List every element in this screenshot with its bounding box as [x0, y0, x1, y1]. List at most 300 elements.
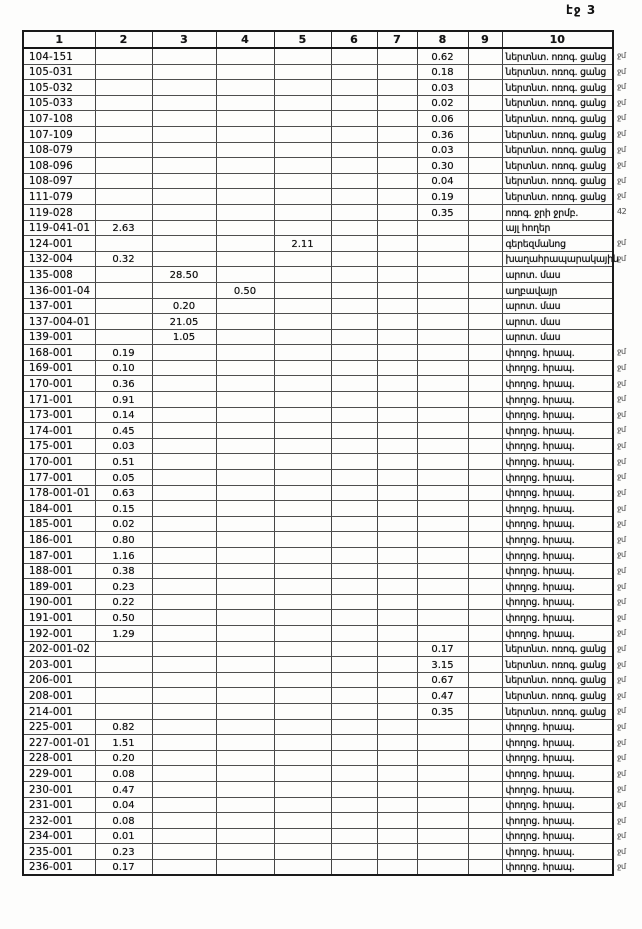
value-cell — [152, 485, 216, 501]
margin-mark: ջմ — [617, 456, 626, 466]
value-cell — [216, 516, 274, 532]
value-cell — [274, 548, 331, 564]
value-cell — [468, 485, 502, 501]
value-cell — [468, 470, 502, 486]
value-cell — [377, 625, 417, 641]
value-cell — [377, 298, 417, 314]
value-cell — [216, 48, 274, 64]
value-cell — [152, 345, 216, 361]
land-use-cell: ներտնտ. ոռոգ. ցանց — [502, 703, 613, 719]
parcel-id-cell: 184-001 — [23, 501, 95, 517]
value-cell — [417, 859, 468, 875]
value-cell — [468, 844, 502, 860]
value-cell — [274, 111, 331, 127]
column-header: 6 — [331, 31, 377, 48]
value-cell — [377, 360, 417, 376]
margin-mark: ջմ — [617, 441, 626, 451]
value-cell — [468, 407, 502, 423]
value-cell — [468, 189, 502, 205]
value-cell — [331, 95, 377, 111]
column-header: 7 — [377, 31, 417, 48]
value-cell — [274, 48, 331, 64]
value-cell — [331, 501, 377, 517]
margin-mark: ջմ — [617, 191, 626, 201]
value-cell — [377, 454, 417, 470]
value-cell — [377, 282, 417, 298]
table-row — [23, 719, 613, 735]
value-cell — [468, 236, 502, 252]
value-cell — [274, 298, 331, 314]
value-cell — [331, 189, 377, 205]
value-cell — [152, 594, 216, 610]
value-cell: 0.03 — [95, 438, 152, 454]
value-cell — [152, 797, 216, 813]
value-cell — [468, 392, 502, 408]
value-cell — [377, 828, 417, 844]
value-cell — [152, 735, 216, 751]
value-cell — [216, 376, 274, 392]
land-use-cell: փողոց. հրապ. — [502, 345, 613, 361]
parcel-id-cell: 108-079 — [23, 142, 95, 158]
land-use-cell: փողոց. հրապ. — [502, 859, 613, 875]
value-cell — [377, 251, 417, 267]
value-cell — [152, 126, 216, 142]
value-cell — [331, 641, 377, 657]
parcel-id-cell: 104-151 — [23, 48, 95, 64]
value-cell — [468, 579, 502, 595]
value-cell — [377, 485, 417, 501]
value-cell — [468, 750, 502, 766]
value-cell: 0.17 — [417, 641, 468, 657]
parcel-id-cell: 136-001-04 — [23, 282, 95, 298]
value-cell — [152, 111, 216, 127]
table-row — [23, 314, 613, 330]
value-cell — [216, 828, 274, 844]
column-header: 10 — [502, 31, 613, 48]
value-cell — [331, 142, 377, 158]
value-cell — [95, 657, 152, 673]
table-row — [23, 641, 613, 657]
parcel-id-cell: 139-001 — [23, 329, 95, 345]
value-cell — [274, 813, 331, 829]
value-cell — [274, 532, 331, 548]
value-cell: 0.23 — [95, 579, 152, 595]
value-cell — [331, 111, 377, 127]
value-cell — [216, 454, 274, 470]
value-cell — [417, 813, 468, 829]
value-cell — [331, 735, 377, 751]
land-use-cell: փողոց. հրապ. — [502, 719, 613, 735]
parcel-id-cell: 203-001 — [23, 657, 95, 673]
value-cell — [274, 828, 331, 844]
value-cell: 0.22 — [95, 594, 152, 610]
value-cell — [468, 672, 502, 688]
value-cell: 0.20 — [152, 298, 216, 314]
table-row — [23, 485, 613, 501]
parcel-id-cell: 186-001 — [23, 532, 95, 548]
land-use-cell: արոտ. մաս — [502, 267, 613, 283]
value-cell — [274, 64, 331, 80]
value-cell: 0.67 — [417, 672, 468, 688]
value-cell — [331, 532, 377, 548]
margin-mark: ջմ — [617, 831, 626, 841]
value-cell — [417, 516, 468, 532]
land-use-cell: արոտ. մաս — [502, 329, 613, 345]
table-row — [23, 548, 613, 564]
value-cell: 0.19 — [417, 189, 468, 205]
column-header: 9 — [468, 31, 502, 48]
value-cell — [274, 688, 331, 704]
value-cell — [417, 298, 468, 314]
value-cell — [274, 251, 331, 267]
value-cell — [417, 766, 468, 782]
parcel-id-cell: 230-001 — [23, 781, 95, 797]
value-cell — [468, 251, 502, 267]
table-row — [23, 173, 613, 189]
value-cell: 0.80 — [95, 532, 152, 548]
value-cell: 1.29 — [95, 625, 152, 641]
value-cell: 0.02 — [95, 516, 152, 532]
parcel-id-cell: 231-001 — [23, 797, 95, 813]
table-row — [23, 781, 613, 797]
parcel-id-cell: 232-001 — [23, 813, 95, 829]
value-cell: 0.35 — [417, 204, 468, 220]
value-cell — [152, 189, 216, 205]
value-cell — [216, 267, 274, 283]
value-cell — [274, 95, 331, 111]
margin-mark: ջմ — [617, 612, 626, 622]
value-cell — [274, 470, 331, 486]
table-row — [23, 111, 613, 127]
land-use-cell: փողոց. հրապ. — [502, 828, 613, 844]
value-cell — [377, 345, 417, 361]
value-cell — [274, 750, 331, 766]
margin-mark: ջմ — [617, 51, 626, 60]
value-cell — [152, 80, 216, 96]
table-row — [23, 158, 613, 174]
value-cell — [216, 657, 274, 673]
value-cell — [216, 158, 274, 174]
land-use-cell: փողոց. հրապ. — [502, 376, 613, 392]
parcel-id-cell: 119-028 — [23, 204, 95, 220]
value-cell: 0.36 — [417, 126, 468, 142]
value-cell — [216, 844, 274, 860]
margin-mark: ջմ — [617, 534, 626, 544]
table-row — [23, 859, 613, 875]
value-cell — [274, 314, 331, 330]
value-cell: 0.32 — [95, 251, 152, 267]
value-cell — [274, 625, 331, 641]
value-cell — [216, 220, 274, 236]
value-cell — [417, 610, 468, 626]
value-cell — [377, 220, 417, 236]
land-use-cell: աղբավայր — [502, 282, 613, 298]
value-cell — [95, 64, 152, 80]
parcel-id-cell: 105-032 — [23, 80, 95, 96]
land-use-cell: ոռոգ. ջրի ջրմբ. — [502, 204, 613, 220]
value-cell — [468, 95, 502, 111]
value-cell — [377, 392, 417, 408]
value-cell — [216, 563, 274, 579]
land-use-cell: փողոց. հրապ. — [502, 625, 613, 641]
value-cell — [377, 563, 417, 579]
value-cell — [152, 48, 216, 64]
land-use-cell: ներտնտ. ոռոգ. ցանց — [502, 672, 613, 688]
parcel-id-cell: 206-001 — [23, 672, 95, 688]
land-use-cell: փողոց. հրապ. — [502, 750, 613, 766]
value-cell: 0.20 — [95, 750, 152, 766]
value-cell — [468, 501, 502, 517]
parcel-id-cell: 124-001 — [23, 236, 95, 252]
value-cell — [216, 423, 274, 439]
value-cell — [95, 282, 152, 298]
value-cell — [468, 703, 502, 719]
value-cell — [152, 438, 216, 454]
value-cell — [152, 766, 216, 782]
value-cell — [468, 610, 502, 626]
margin-mark: ջմ — [617, 394, 626, 404]
value-cell — [331, 80, 377, 96]
value-cell — [417, 236, 468, 252]
table-row — [23, 423, 613, 439]
value-cell — [468, 314, 502, 330]
value-cell — [468, 423, 502, 439]
margin-mark: ջմ — [617, 363, 626, 373]
value-cell — [377, 329, 417, 345]
margin-mark: ջմ — [617, 144, 626, 154]
value-cell — [95, 189, 152, 205]
value-cell — [152, 579, 216, 595]
value-cell — [331, 719, 377, 735]
value-cell — [331, 657, 377, 673]
value-cell — [417, 267, 468, 283]
value-cell — [95, 298, 152, 314]
value-cell — [331, 423, 377, 439]
margin-mark: ջմ — [617, 82, 626, 92]
value-cell — [377, 688, 417, 704]
value-cell — [216, 173, 274, 189]
column-header: 5 — [274, 31, 331, 48]
value-cell — [216, 797, 274, 813]
value-cell — [216, 485, 274, 501]
value-cell — [417, 797, 468, 813]
value-cell — [95, 314, 152, 330]
value-cell — [468, 516, 502, 532]
land-use-cell: փողոց. հրապ. — [502, 485, 613, 501]
value-cell: 0.47 — [417, 688, 468, 704]
value-cell — [377, 781, 417, 797]
column-header: 3 — [152, 31, 216, 48]
value-cell — [468, 548, 502, 564]
parcel-id-cell: 189-001 — [23, 579, 95, 595]
value-cell — [468, 142, 502, 158]
value-cell — [417, 282, 468, 298]
value-cell: 2.63 — [95, 220, 152, 236]
value-cell — [274, 672, 331, 688]
land-use-cell: փողոց. հրապ. — [502, 438, 613, 454]
margin-mark: ջմ — [617, 768, 626, 778]
margin-mark: ջմ — [617, 409, 626, 419]
value-cell: 0.15 — [95, 501, 152, 517]
value-cell — [417, 251, 468, 267]
table-row — [23, 828, 613, 844]
value-cell — [417, 392, 468, 408]
value-cell — [377, 173, 417, 189]
value-cell — [417, 844, 468, 860]
value-cell — [417, 360, 468, 376]
table-row — [23, 95, 613, 111]
table-row — [23, 189, 613, 205]
value-cell — [152, 220, 216, 236]
value-cell — [331, 563, 377, 579]
value-cell — [417, 750, 468, 766]
value-cell — [274, 407, 331, 423]
value-cell — [95, 236, 152, 252]
table-row — [23, 563, 613, 579]
value-cell — [468, 158, 502, 174]
value-cell: 0.17 — [95, 859, 152, 875]
land-use-cell: փողոց. հրապ. — [502, 563, 613, 579]
value-cell — [274, 158, 331, 174]
value-cell — [377, 126, 417, 142]
value-cell — [468, 688, 502, 704]
value-cell — [417, 625, 468, 641]
parcel-id-cell: 135-008 — [23, 267, 95, 283]
margin-mark: ջմ — [617, 347, 626, 357]
value-cell — [216, 703, 274, 719]
value-cell — [274, 563, 331, 579]
table-row — [23, 220, 613, 236]
value-cell — [331, 625, 377, 641]
parcel-id-cell: 174-001 — [23, 423, 95, 439]
value-cell — [152, 407, 216, 423]
land-use-cell: փողոց. հրապ. — [502, 797, 613, 813]
margin-mark: ջմ — [617, 675, 626, 685]
value-cell — [377, 111, 417, 127]
value-cell: 0.51 — [95, 454, 152, 470]
value-cell — [468, 48, 502, 64]
margin-mark: ջմ — [617, 565, 626, 575]
parcel-id-cell: 234-001 — [23, 828, 95, 844]
value-cell: 0.63 — [95, 485, 152, 501]
value-cell — [216, 579, 274, 595]
value-cell — [216, 204, 274, 220]
land-use-cell: ներտնտ. ոռոգ. ցանց — [502, 189, 613, 205]
value-cell — [331, 859, 377, 875]
value-cell — [216, 641, 274, 657]
value-cell — [377, 48, 417, 64]
land-use-cell: փողոց. հրապ. — [502, 516, 613, 532]
land-use-cell: փողոց. հրապ. — [502, 766, 613, 782]
land-use-cell: փողոց. հրապ. — [502, 470, 613, 486]
parcel-id-cell: 137-001 — [23, 298, 95, 314]
land-use-cell: այլ հողեր — [502, 220, 613, 236]
value-cell — [331, 64, 377, 80]
value-cell: 0.82 — [95, 719, 152, 735]
value-cell — [417, 438, 468, 454]
value-cell — [274, 329, 331, 345]
value-cell — [331, 516, 377, 532]
value-cell — [331, 282, 377, 298]
value-cell — [377, 532, 417, 548]
value-cell — [274, 594, 331, 610]
parcel-id-cell: 188-001 — [23, 563, 95, 579]
parcel-id-cell: 107-109 — [23, 126, 95, 142]
table-row — [23, 657, 613, 673]
value-cell — [274, 859, 331, 875]
value-cell — [377, 80, 417, 96]
value-cell — [152, 703, 216, 719]
value-cell — [331, 594, 377, 610]
value-cell — [152, 657, 216, 673]
value-cell: 0.08 — [95, 766, 152, 782]
table-row — [23, 360, 613, 376]
value-cell — [274, 142, 331, 158]
value-cell — [377, 641, 417, 657]
parcel-id-cell: 105-033 — [23, 95, 95, 111]
land-use-cell: ներտնտ. ոռոգ. ցանց — [502, 64, 613, 80]
value-cell — [377, 719, 417, 735]
value-cell — [152, 563, 216, 579]
value-cell: 1.51 — [95, 735, 152, 751]
table-row — [23, 703, 613, 719]
value-cell — [468, 360, 502, 376]
table-row — [23, 204, 613, 220]
value-cell — [468, 625, 502, 641]
value-cell — [468, 532, 502, 548]
value-cell — [331, 828, 377, 844]
margin-mark: ջմ — [617, 846, 626, 856]
value-cell — [377, 610, 417, 626]
value-cell — [468, 345, 502, 361]
table-row — [23, 126, 613, 142]
value-cell: 0.10 — [95, 360, 152, 376]
table-row — [23, 454, 613, 470]
parcel-id-cell: 119-041-01 — [23, 220, 95, 236]
column-header: 1 — [23, 31, 95, 48]
parcel-id-cell: 190-001 — [23, 594, 95, 610]
value-cell — [417, 220, 468, 236]
value-cell — [216, 298, 274, 314]
land-use-cell: ներտնտ. ոռոգ. ցանց — [502, 126, 613, 142]
value-cell: 0.62 — [417, 48, 468, 64]
value-cell: 0.02 — [417, 95, 468, 111]
value-cell — [152, 610, 216, 626]
value-cell — [274, 719, 331, 735]
value-cell: 0.91 — [95, 392, 152, 408]
land-use-cell: փողոց. հրապ. — [502, 454, 613, 470]
value-cell: 0.04 — [95, 797, 152, 813]
value-cell — [216, 329, 274, 345]
value-cell — [377, 267, 417, 283]
parcel-id-cell: 178-001-01 — [23, 485, 95, 501]
value-cell — [331, 158, 377, 174]
value-cell: 0.18 — [417, 64, 468, 80]
value-cell: 1.16 — [95, 548, 152, 564]
value-cell — [216, 360, 274, 376]
value-cell — [274, 485, 331, 501]
table-body — [23, 48, 619, 875]
value-cell: 0.19 — [95, 345, 152, 361]
value-cell — [468, 220, 502, 236]
value-cell — [377, 657, 417, 673]
value-cell — [417, 781, 468, 797]
value-cell — [152, 844, 216, 860]
value-cell — [152, 95, 216, 111]
parcel-id-cell: 170-001 — [23, 454, 95, 470]
value-cell — [152, 64, 216, 80]
value-cell — [331, 126, 377, 142]
